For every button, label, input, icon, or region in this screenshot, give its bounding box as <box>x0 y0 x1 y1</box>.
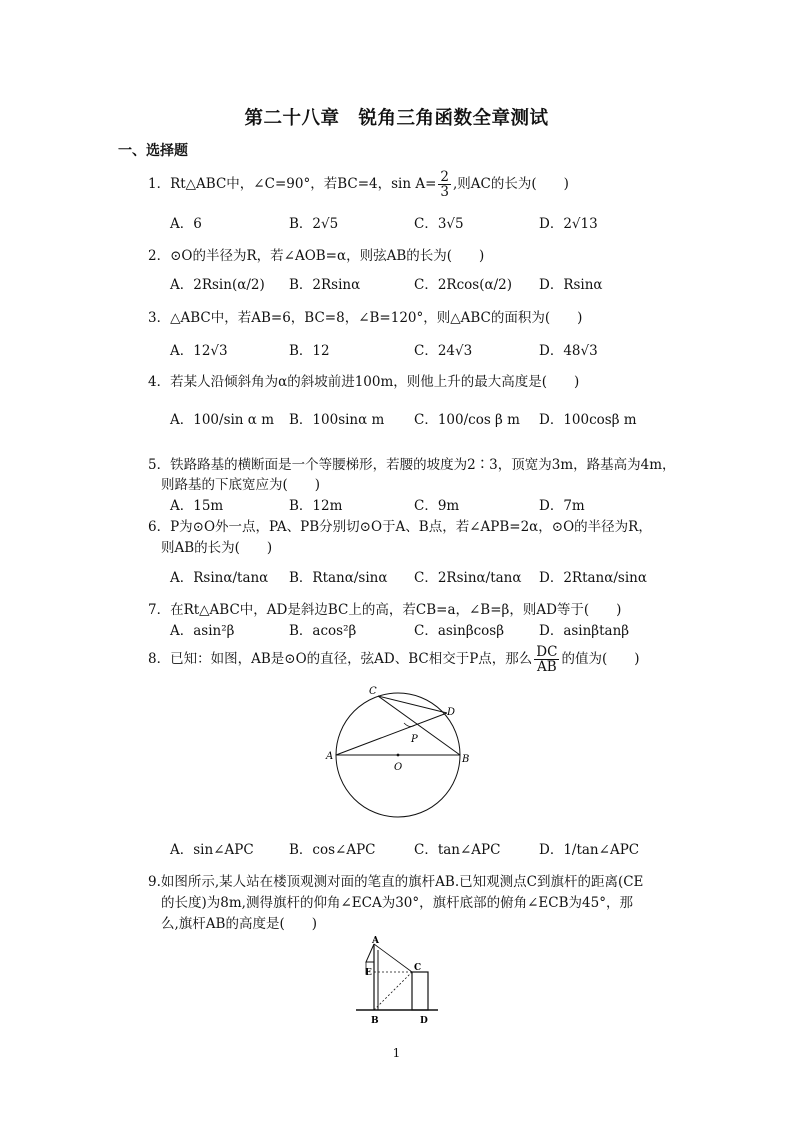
question-6-stem: 6．P为⊙O外一点，PA、PB分别切⊙O于A、B点，若∠APB=2α，⊙O的半径为R， <box>148 519 652 535</box>
label-c: C <box>414 963 422 973</box>
chord-bc <box>378 696 460 755</box>
line-cb <box>374 972 412 1010</box>
angle-apc-mark <box>404 723 415 727</box>
q2-option-a: A．2Rsin(α/2) <box>170 277 265 293</box>
q3-option-c: C．24√3 <box>414 343 473 359</box>
q1-frac-den: 3 <box>440 184 449 201</box>
question-5-stem: 5．铁路路基的横断面是一个等腰梯形，若腰的坡度为2∶3，顶宽为3m，路基高为4m， <box>148 457 676 473</box>
question-3-stem: 3．△ABC中，若AB=6，BC=8，∠B=120°，则△ABC的面积为( ) <box>148 310 583 326</box>
q8-frac-den: AB <box>537 659 557 676</box>
q6-option-c: C．2Rsinα/tanα <box>414 570 522 586</box>
q8-option-a: A．sin∠APC <box>170 842 254 858</box>
label-d: D <box>447 707 456 718</box>
label-d: D <box>420 1016 428 1026</box>
q1-option-c: C．3√5 <box>414 216 464 232</box>
q6-option-d: D．2Rtanα/sinα <box>539 570 647 586</box>
q1-stem-post: ,则AC的长为( ) <box>452 176 569 193</box>
page-number: 1 <box>392 1046 401 1060</box>
q2-option-d: D．Rsinα <box>539 277 603 293</box>
flag <box>366 944 374 962</box>
label-e: E <box>365 968 372 978</box>
q8-option-b: B．cos∠APC <box>289 842 376 858</box>
section-heading: 一、选择题 <box>118 143 188 159</box>
circle-diagram <box>320 683 480 833</box>
q8-stem-pre: 8．已知：如图，AB是⊙O的直径，弦AD、BC相交于P点，那么 <box>148 651 533 668</box>
q8-frac-num: DC <box>536 644 558 660</box>
q3-option-b: B．12 <box>289 343 330 359</box>
q4-option-a: A．100/sin α m <box>170 412 275 428</box>
building <box>412 972 428 1010</box>
q1-frac-num: 2 <box>440 169 449 185</box>
question-9-stem: 9.如图所示,某人站在楼顶观测对面的笔直的旗杆AB.已知观测点C到旗杆的距离(CE <box>148 874 644 890</box>
q1-option-b: B．2√5 <box>289 216 339 232</box>
label-o: O <box>394 762 403 773</box>
q3-option-d: D．48√3 <box>539 343 598 359</box>
q2-option-b: B．2Rsinα <box>289 277 361 293</box>
q8-option-c: C．tan∠APC <box>414 842 501 858</box>
q5-option-c: C．9m <box>414 498 460 514</box>
q2-option-c: C．2Rcos(α/2) <box>414 277 512 293</box>
question-4-stem: 4．若某人沿倾斜角为α的斜坡前进100m，则他上升的最大高度是( ) <box>148 374 580 390</box>
q7-option-c: C．asinβcosβ <box>414 623 505 639</box>
q5-option-a: A．15m <box>170 498 224 514</box>
label-a: A <box>326 751 334 762</box>
q8-option-d: D．1/tan∠APC <box>539 842 640 858</box>
question-7-stem: 7．在Rt△ABC中，AD是斜边BC上的高，若CB=a，∠B=β，则AD等于( ) <box>148 602 622 618</box>
page-title: 第二十八章 锐角三角函数全章测试 <box>244 108 549 129</box>
question-5-stem-cont: 则路基的下底宽应为( ) <box>161 477 321 493</box>
label-a: A <box>372 936 379 946</box>
question-9-stem-cont2: 么,旗杆AB的高度是( ) <box>161 916 317 932</box>
q4-option-c: C．100/cos β m <box>414 412 520 428</box>
q4-option-b: B．100sinα m <box>289 412 385 428</box>
q7-option-d: D．asinβtanβ <box>539 623 630 639</box>
q4-option-d: D．100cosβ m <box>539 412 637 428</box>
center-point <box>397 754 400 757</box>
q5-option-b: B．12m <box>289 498 343 514</box>
label-p: P <box>411 734 418 745</box>
q5-option-d: D．7m <box>539 498 585 514</box>
q7-option-b: B．acos²β <box>289 623 357 639</box>
q6-option-b: B．Rtanα/sinα <box>289 570 388 586</box>
question-9-stem-cont: 的长度)为8m,测得旗杆的仰角∠ECA为30°，旗杆底部的俯角∠ECB为45°，那 <box>161 895 633 911</box>
label-b: B <box>371 1016 379 1026</box>
question-6-stem-cont: 则AB的长为( ) <box>161 540 273 556</box>
chord-cd <box>378 696 447 713</box>
q1-option-d: D．2√13 <box>539 216 598 232</box>
q8-stem-post: 的值为( ) <box>561 651 640 668</box>
question-1-stem <box>148 170 569 199</box>
q3-option-a: A．12√3 <box>170 343 228 359</box>
q1-option-a: A．6 <box>170 216 202 232</box>
q6-option-a: A．Rsinα/tanα <box>170 570 269 586</box>
label-b: B <box>462 754 470 765</box>
question-8-stem <box>148 645 640 674</box>
line-ca <box>374 944 412 972</box>
q1-fraction <box>438 170 451 199</box>
q1-stem-pre: 1．Rt△ABC中，∠C=90°，若BC=4，sin A= <box>148 176 437 193</box>
flagpole-diagram <box>356 934 446 1026</box>
label-c: C <box>369 686 377 697</box>
question-2-stem: 2．⊙O的半径为R，若∠AOB=α，则弦AB的长为( ) <box>148 248 485 264</box>
q7-option-a: A．asin²β <box>170 623 235 639</box>
q8-fraction <box>534 645 559 674</box>
